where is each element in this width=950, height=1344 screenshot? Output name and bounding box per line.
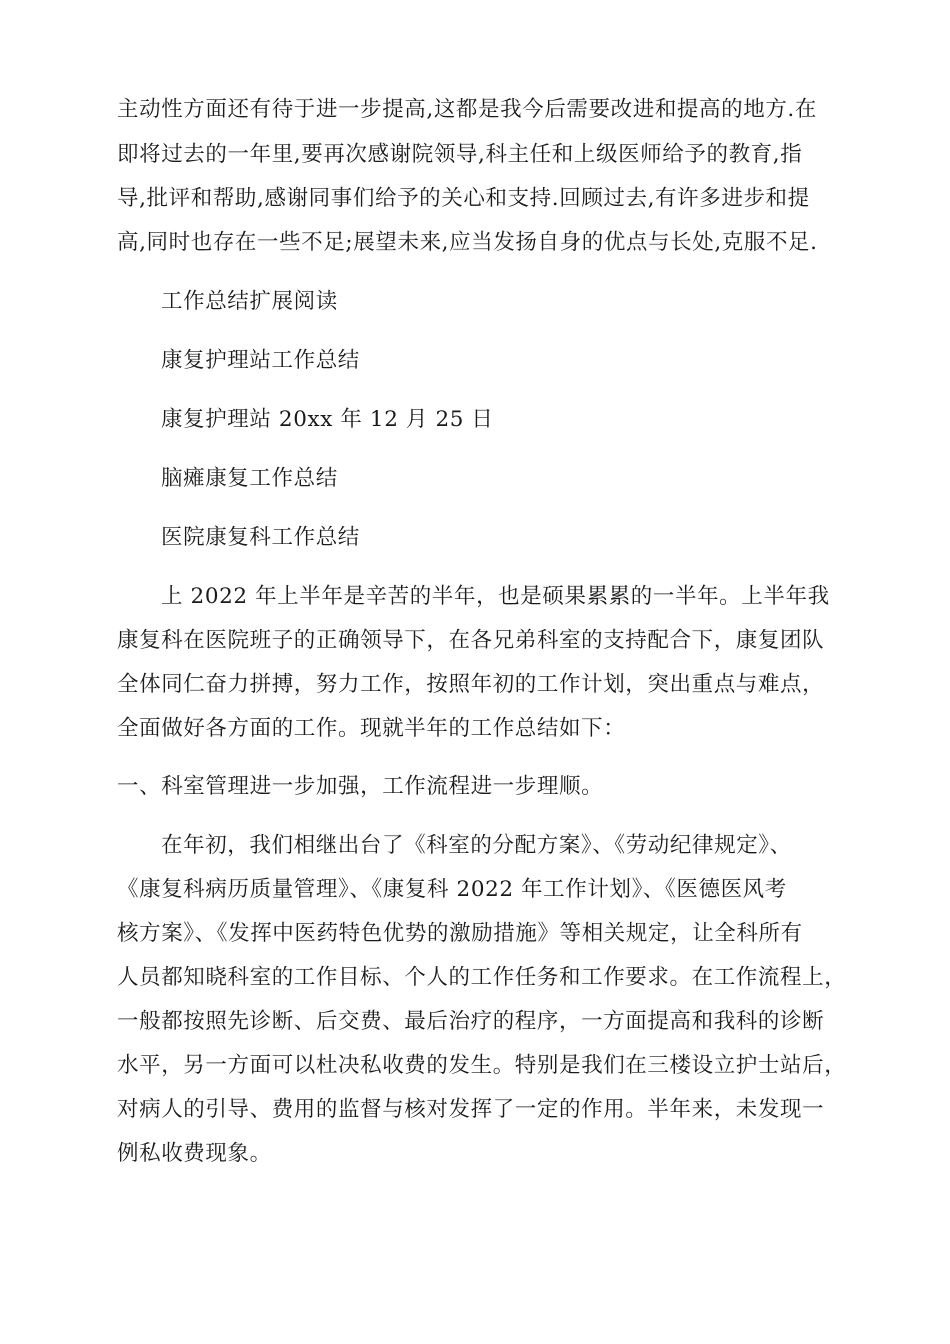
date-line: 康复护理站 20xx 年 12 月 25 日 [161,407,494,432]
paragraph-line: 高,同时也存在一些不足;展望未来,应当发扬自身的优点与长处,克服不足. [117,230,818,255]
paragraph-line: 主动性方面还有待于进一步提高,这都是我今后需要改进和提高的地方.在 [117,97,817,122]
section-heading: 工作总结扩展阅读 [161,289,338,314]
paragraph-line: 《康复科病历质量管理》、《康复科 2022 年工作计划》、《医德医风考 [117,877,787,902]
section-heading: 医院康复科工作总结 [161,525,360,550]
paragraph-line: 上 2022 年上半年是辛苦的半年，也是硕果累累的一半年。上半年我 [161,584,830,609]
section-heading: 一、科室管理进一步加强，工作流程进一步理顺。 [117,774,604,799]
section-heading: 脑瘫康复工作总结 [161,466,338,491]
paragraph-line: 水平，另一方面可以杜决私收费的发生。特别是我们在三楼设立护士站后， [117,1053,847,1078]
paragraph-line: 全体同仁奋力拼搏，努力工作，按照年初的工作计划，突出重点与难点， [117,672,825,697]
paragraph-line: 一般都按照先诊断、后交费、最后治疗的程序，一方面提高和我科的诊断 [117,1009,825,1034]
paragraph-line: 即将过去的一年里,要再次感谢院领导,科主任和上级医师给予的教育,指 [117,142,803,167]
paragraph-line: 对病人的引导、费用的监督与核对发挥了一定的作用。半年来，未发现一 [117,1097,825,1122]
paragraph-line: 例私收费现象。 [117,1141,272,1166]
paragraph-line: 人员都知晓科室的工作目标、个人的工作任务和工作要求。在工作流程上， [117,965,847,990]
paragraph-line: 在年初，我们相继出台了《科室的分配方案》、《劳动纪律规定》、 [161,833,792,858]
section-heading: 康复护理站工作总结 [161,348,360,373]
paragraph-line: 核方案》、《发挥中医药特色优势的激励措施》等相关规定，让全科所有 [117,921,803,946]
paragraph-line: 康复科在医院班子的正确领导下，在各兄弟科室的支持配合下，康复团队 [117,628,825,653]
paragraph-line: 导,批评和帮助,感谢同事们给予的关心和支持.回顾过去,有许多进步和提 [117,186,810,211]
paragraph-line: 全面做好各方面的工作。现就半年的工作总结如下： [117,716,626,741]
